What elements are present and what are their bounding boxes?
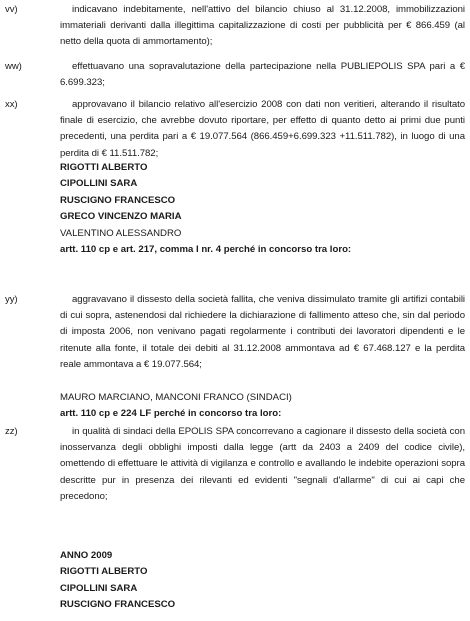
defendant-name: RIGOTTI ALBERTO [60,162,148,173]
defendant-name: GRECO VINCENZO MARIA [60,211,182,223]
defendants-group-3 [60,548,460,614]
defendant-name: VALENTINO ALESSANDRO [60,227,182,239]
paragraph-text: approvavano il bilancio relativo all'esercizio 2008 con dati non veritieri, alterando il risultato finale di esercizio, che avrebbe dovuto riportare, per effetto di quanto detto ai primi due punti precedenti, una perdita pari a € 19.077.564 (866.459+6.699.323 +11.511.782), in luogo di una perdita di € 11.511.782; [60,99,465,159]
year-heading: ANNO 2009 [60,550,113,561]
defendant-name: CIPOLLINI SARA [60,582,138,594]
paragraph-zz [5,424,465,505]
paragraph-xx [5,97,465,162]
article-reference: artt. 110 cp e art. 217, comma I nr. 4 perché in concorso tra loro: [60,244,352,256]
paragraph-yy [5,292,465,373]
article-reference: artt. 110 cp e 224 LF perché in concorso tra loro: [60,408,282,420]
paragraph-label: yy) [5,294,18,305]
paragraph-label: xx) [5,99,18,110]
defendant-name: RIGOTTI ALBERTO [60,566,148,578]
paragraph-text: effettuavano una sopravalutazione della partecipazione nella PUBLIEPOLIS SPA pari a € 6.699.323; [60,61,465,89]
paragraph-text: in qualità di sindaci della EPOLIS SPA concorrevano a cagionare il dissesto della società con inosservanza degli obblighi imposti dalla legge (artt da 2403 a 2409 del codice civile), omettendo di effettuare le attività di vigilanza e controllo e avallando le indebite operazioni sopra descritte pur in presenza dei rilevanti ed evidenti "segnali d'allarme" di cui ai capi che precedono; [60,426,465,502]
defendants-group-1 [60,160,460,258]
defendant-name: RUSCIGNO FRANCESCO [60,194,176,206]
paragraph-ww [5,59,465,91]
paragraph-text: indicavano indebitamente, nell'attivo del bilancio chiuso al 31.12.2008, immobilizzazioni immateriali derivanti dalla illegittima capitalizzazione di costi per pubblicità per € 866.459 (al netto della quota di ammortamento); [60,4,465,48]
paragraph-vv [5,2,465,51]
paragraph-text: aggravavano il dissesto della società fallita, che veniva dissimulato tramite gli artifizi contabili di cui sopra, astenendosi dal richiedere la dichiarazione di fallimento atteso che, sin dal periodo di imposta 2006, non venivano pagati regolarmente i contributi dei lavoratori dipendenti e le ritenute alla fonte, il totale dei debiti al 31.12.2008 ammontava ad € 67.468.127 e la perdita reale ammontava a € 19.077.564; [60,294,465,370]
defendant-name: MAURO MARCIANO, MANCONI FRANCO (SINDACI) [60,392,292,403]
paragraph-label: vv) [5,4,18,15]
defendant-name: RUSCIGNO FRANCESCO [60,599,176,611]
defendants-group-2 [60,390,460,423]
paragraph-label: zz) [5,426,18,437]
defendant-name: CIPOLLINI SARA [60,178,138,190]
paragraph-label: ww) [5,61,22,72]
